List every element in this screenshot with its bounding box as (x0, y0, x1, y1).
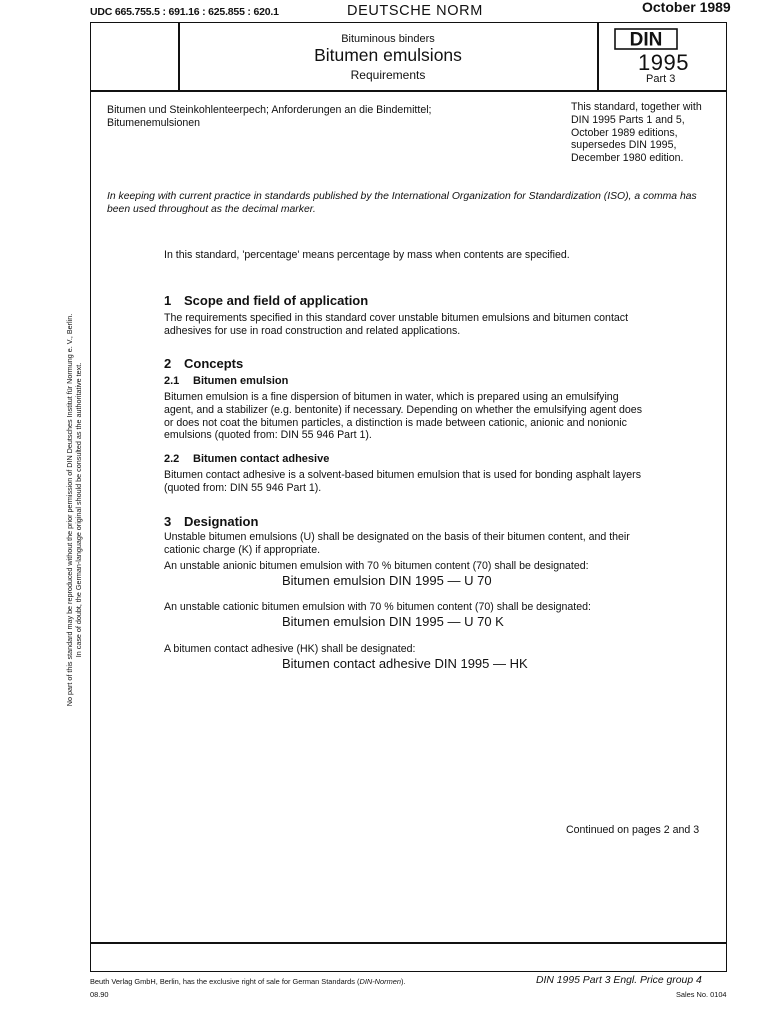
section-paragraph: An unstable anionic bitumen emulsion with 70 % bitumen content (70) shall be designated: (164, 560, 589, 572)
frame-divider (90, 942, 727, 944)
german-title-line: Bitumenemulsionen (107, 116, 201, 129)
section-paragraph: A bitumen contact adhesive (HK) shall be designated: (164, 643, 416, 655)
subsection-body: Bitumen emulsion is a fine dispersion of bitumen in water, which is prepared using an emulsifying agent, and a stabilizer (e.g. bentonite) if necessary. Depending on whether the emulsifying agent does or does not coat the bitumen particles, a distinction is made between cationic, anionic and nonionic emulsions (quoted from: DIN 55 946 Part 1). (164, 391, 642, 442)
iso-decimal-note: In keeping with current practice in standards published by the International Organization for Standardization (ISO), a comma has been used throughout as the decimal marker. (107, 191, 697, 215)
continued-note: Continued on pages 2 and 3 (566, 824, 700, 836)
section-title: Concepts (184, 356, 244, 371)
section-title: Scope and field of application (184, 293, 369, 308)
subsection-title: Bitumen contact adhesive (193, 453, 330, 465)
din-number: 1995 (638, 50, 689, 75)
publisher-note-end: ). (400, 977, 406, 986)
section-paragraph: Unstable bitumen emulsions (U) shall be designated on the basis of their bitumen content, and their cationic charge (K) if appropriate. (164, 531, 630, 556)
publisher-note (90, 977, 405, 986)
subsection-heading (164, 453, 329, 465)
german-title (107, 104, 527, 130)
subsection-heading (164, 375, 288, 387)
designation-example: Bitumen emulsion DIN 1995 — U 70 (282, 573, 492, 588)
section-heading (164, 356, 243, 371)
section-heading (164, 514, 258, 529)
side-notice-line: In case of doubt, the German-language original should be consulted as the authoritative text. (74, 362, 83, 658)
publication-date: October 1989 (642, 0, 731, 15)
frame-divider (597, 22, 599, 91)
subsection-title: Bitumen emulsion (193, 375, 289, 387)
german-title-line: Bitumen und Steinkohlenteerpech; Anforderungen an die Bindemittel; (107, 104, 432, 116)
designation-example: Bitumen contact adhesive DIN 1995 — HK (282, 656, 528, 671)
publisher-note-text: Beuth Verlag GmbH, Berlin, has the exclusive right of sale for German Standards ( (90, 977, 360, 986)
din-logo (614, 28, 678, 50)
udc-classification: UDC 665.755.5 : 691.16 : 625.855 : 620.1 (90, 6, 279, 18)
document-title: Bitumen emulsions (314, 45, 462, 65)
subsection-number: 2.1 (164, 375, 180, 387)
designation-example: Bitumen emulsion DIN 1995 — U 70 K (282, 614, 504, 629)
supersedes-note: This standard, together with DIN 1995 Parts 1 and 5, October 1989 editions, supersedes DIN 1995, December 1980 edition. (571, 101, 702, 165)
side-notice-line: No part of this standard may be reproduced without the prior permission of DIN Deutsches Institut für Normung e. V., Berlin. (65, 313, 74, 707)
norm-type-label: DEUTSCHE NORM (347, 3, 483, 19)
sales-number: Sales No. 0104 (676, 990, 727, 999)
subsection-body: Bitumen contact adhesive is a solvent-based bitumen emulsion that is used for bonding asphalt layers (quoted from: DIN 55 946 Part 1). (164, 469, 641, 494)
section-body: The requirements specified in this standard cover unstable bitumen emulsions and bitumen contact adhesives for use in road construction and related applications. (164, 312, 629, 337)
publisher-note-italic: DIN-Normen (359, 977, 401, 986)
din-logo-text: DIN (629, 29, 663, 50)
section-paragraph: An unstable cationic bitumen emulsion with 70 % bitumen content (70) shall be designated: (164, 601, 591, 613)
din-part: Part 3 (646, 73, 676, 85)
section-heading (164, 293, 368, 308)
section-number: 3 (164, 514, 172, 529)
copyright-side-notice (65, 270, 91, 750)
percentage-note: In this standard, 'percentage' means percentage by mass when contents are specified. (164, 249, 570, 261)
frame-divider (90, 90, 727, 92)
category-label: Bituminous binders (341, 33, 435, 45)
document-subtitle: Requirements (350, 68, 426, 82)
section-number: 1 (164, 293, 172, 308)
document-reference: DIN 1995 Part 3 Engl. Price group 4 (536, 975, 702, 986)
section-number: 2 (164, 356, 172, 371)
section-title: Designation (184, 514, 259, 529)
print-code: 08.90 (90, 990, 109, 999)
subsection-number: 2.2 (164, 453, 180, 465)
